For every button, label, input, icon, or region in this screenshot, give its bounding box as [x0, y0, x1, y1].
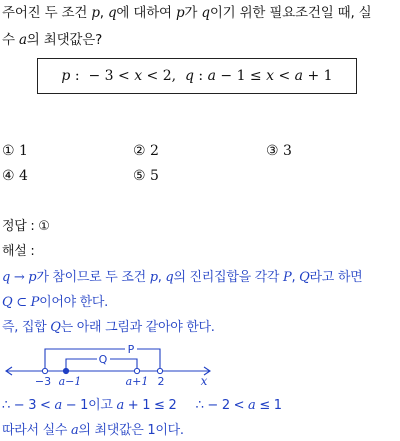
explanation-line-5: 따라서 실수 a의 최댓값은 1이다. [2, 423, 184, 438]
point-minus-3-open [42, 368, 47, 373]
condition-box: p : − 3 < x < 2, q : a − 1 ≤ x < a + 1 [37, 58, 357, 94]
question-line-1: 주어진 두 조건 p, q에 대하여 p가 q이기 위한 필요조건일 때, 실 [2, 5, 372, 21]
question-text [2, 0, 398, 54]
choice-1[interactable]: ① 1 [2, 143, 28, 159]
point-2-open [157, 368, 162, 373]
tick-label-minus-3: −3 [34, 375, 52, 388]
explanation-line-1: q → p가 참이므로 두 조건 p, q의 진리집합을 각각 P, Q라고 하면 [2, 270, 363, 285]
point-a-minus-1-closed [63, 368, 68, 373]
explanation-line-4: ∴ − 3 < a − 1이고 a + 1 ≤ 2 ∴ − 2 < a ≤ 1 [2, 398, 282, 413]
axis-var-label: x [200, 374, 208, 388]
choice-5[interactable]: ⑤ 5 [133, 168, 159, 184]
explanation-line-3: 즉, 집합 Q는 아래 그림과 같아야 한다. [2, 320, 215, 335]
choice-3[interactable]: ③ 3 [266, 143, 292, 159]
explanation-heading: 해설 : [2, 244, 35, 259]
tick-label-a-minus-1: a−1 [58, 375, 82, 388]
tick-label-2: 2 [157, 375, 165, 388]
explanation-line-2: Q ⊂ P이어야 한다. [2, 295, 109, 310]
choice-4[interactable]: ④ 4 [2, 168, 28, 184]
set-q-label: Q [98, 353, 108, 366]
tick-label-a-plus-1: a+1 [125, 375, 149, 388]
question-line-2: 수 a의 최댓값은? [2, 32, 103, 48]
set-p-label: P [127, 343, 135, 356]
choice-2[interactable]: ② 2 [133, 143, 159, 159]
point-a-plus-1-open [134, 368, 139, 373]
answer-line: 정답 : ① [2, 219, 50, 234]
number-line-diagram [0, 340, 400, 388]
